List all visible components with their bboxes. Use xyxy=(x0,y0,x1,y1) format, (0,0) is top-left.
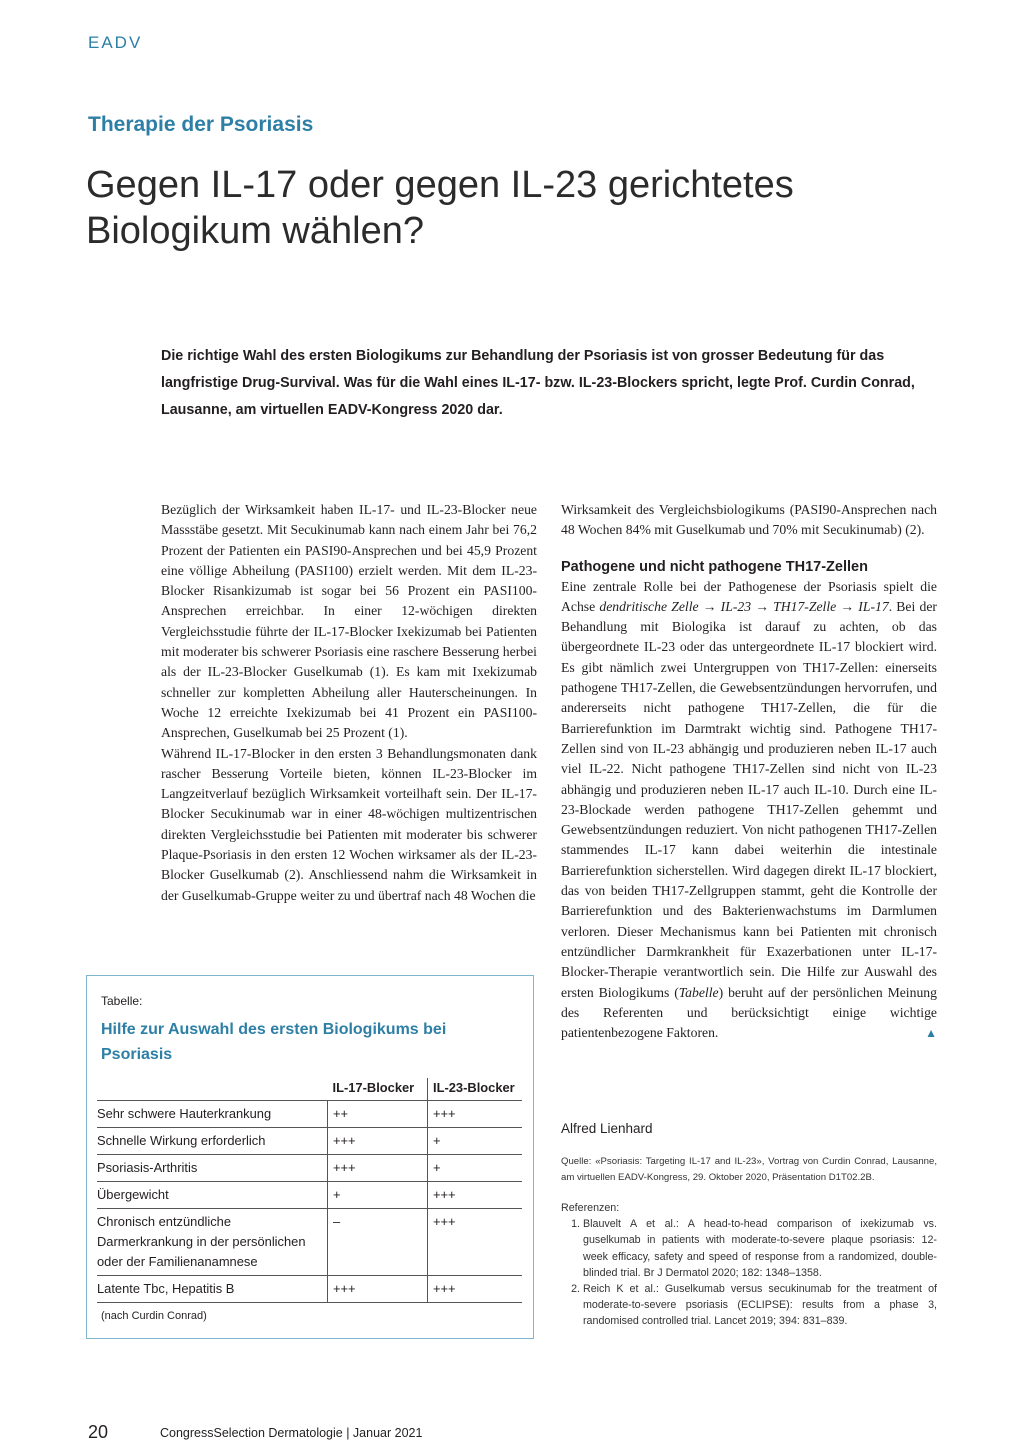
table-header-cell: IL-17-Blocker xyxy=(328,1078,428,1101)
section-subheading: Pathogene und nicht pathogene TH17-Zellen xyxy=(561,558,868,575)
author-name: Alfred Lienhard xyxy=(561,1121,653,1136)
table-title: Hilfe zur Auswahl des ersten Biologikums bei Psoriasis xyxy=(101,1021,447,1063)
criterion-cell: Schnelle Wirkung erforderlich xyxy=(97,1128,328,1155)
table-header-row xyxy=(97,1078,522,1101)
article-headline xyxy=(86,162,946,254)
table-row xyxy=(97,1276,522,1303)
table-row xyxy=(97,1101,522,1128)
table-label: Tabelle: xyxy=(101,994,143,1008)
references xyxy=(561,1200,937,1330)
body-paragraph: Während IL-17-Blocker in den ersten 3 Behandlungsmonaten dank rascher Besserung Vorteile bieten, können IL-23-Blocker im Langzeitverlauf bezüglich Wirksamkeit vorteilhaft sein. Der IL-17-Blocker Secukinumab war in einer 48-wöchigen multizentrischen direkten Vergleichsstudie bei Patienten mit moderater bis schwerer Plaque-Psoriasis in den ersten 12 Wochen wirksamer als der IL-23-Blocker Guselkumab (2). Anschliessend nahm die Wirksamkeit in der Guselkumab-Gruppe weiter zu und übertraf nach 48 Wochen die xyxy=(161,745,537,903)
il17-rating-cell: – xyxy=(328,1209,428,1276)
criterion-cell: Chronisch entzündliche Darmerkrankung in der persönlichen oder der Familienanamnese xyxy=(97,1209,328,1276)
source-note: Quelle: «Psoriasis: Targeting IL-17 and IL-23», Vortrag von Curdin Conrad, Lausanne, am virtuellen EADV-Kongress, 29. Oktober 2020, Präsentation D1T02.2B. xyxy=(561,1156,937,1183)
il17-rating-cell: + xyxy=(328,1182,428,1209)
criterion-cell: Übergewicht xyxy=(97,1182,328,1209)
end-mark-icon: ▲ xyxy=(925,1026,937,1041)
headline-line-1: Gegen IL-17 oder gegen IL-23 gerichtetes xyxy=(86,164,794,206)
table-reference: Tabelle xyxy=(678,984,719,1000)
article-kicker: Therapie der Psoriasis xyxy=(88,113,314,136)
publication-footer: CongressSelection Dermatologie | Januar 2021 xyxy=(160,1426,423,1440)
article-lead: Die richtige Wahl des ersten Biologikums zur Behandlung der Psoriasis ist von grosser Bedeutung für das langfristige Drug-Survival. Was für die Wahl eines IL-17- bzw. IL-23-Blockers spricht, legte Prof. Curdin Conrad, Lausanne, am virtuellen EADV-Kongress 2020 dar. xyxy=(161,348,915,418)
body-paragraph: Wirksamkeit des Vergleichsbiologikums (PASI90-Ansprechen nach 48 Wochen 84% mit Guselkumab und 70% mit Secukinumab) (2). xyxy=(561,502,937,538)
il23-rating-cell: +++ xyxy=(428,1276,523,1303)
table-row xyxy=(97,1209,522,1276)
table-note: (nach Curdin Conrad) xyxy=(101,1310,207,1322)
il23-rating-cell: +++ xyxy=(428,1101,523,1128)
il23-rating-cell: + xyxy=(428,1155,523,1182)
table-row xyxy=(97,1155,522,1182)
table-box xyxy=(86,975,534,1339)
table-header-cell: IL-23-Blocker xyxy=(428,1078,523,1101)
il23-rating-cell: + xyxy=(428,1128,523,1155)
references-label: Referenzen: xyxy=(561,1202,620,1214)
il17-rating-cell: ++ xyxy=(328,1101,428,1128)
il17-rating-cell: +++ xyxy=(328,1276,428,1303)
body-paragraph xyxy=(561,577,937,1044)
il17-rating-cell: +++ xyxy=(328,1128,428,1155)
body-column-2 xyxy=(561,500,937,1043)
pathway-axis-text: dendritische Zelle → IL-23 → TH17-Zelle → IL-17 xyxy=(599,598,889,614)
page-number: 20 xyxy=(88,1422,109,1442)
table-row xyxy=(97,1182,522,1209)
criterion-cell: Psoriasis-Arthritis xyxy=(97,1155,328,1182)
il23-rating-cell: +++ xyxy=(428,1209,523,1276)
body-text: . Bei der Behandlung mit Biologika ist darauf zu achten, ob das übergeordnete IL-23 oder das untergeordnete IL-17 blockiert wird. Es gibt nämlich zwei Untergruppen von TH17-Zellen: einerseits pathogene TH17-Zellen, die Gewebsentzündungen hervorrufen, und andererseits nicht pathogene TH17-Zellen, die für die Barrierefunktion im Darmtrakt wichtig sind. Pathogene TH17-Zellen sind von IL-23 abhängig und produzieren neben IL-17 auch viel IL-22. Nicht pathogene TH17-Zellen sind nicht von IL-23 abhängig und produzieren neben IL-17 auch IL-10. Durch eine IL-23-Blockade werden pathogene TH17-Zellen gehemmt und Gewebsentzündungen reduziert. Von nicht pathogenen TH17-Zellen stammendes IL-17 kann dabei weiterhin die intestinale Barrierefunktion sicherstellen. Wird dagegen direkt IL-17 blockiert, das von beiden TH17-Zellgruppen stammt, geht die Kontrolle der Barrierefunktion und des Bakterienwachstums im Darmlumen verloren. Dieser Mechanismus kann bei Patienten mit chronisch entzündlicher Darmkrankheit für Exazerbationen unter IL-17-Blocker-Therapie verantwortlich sein. Die Hilfe zur Auswahl des ersten Biologikums ( xyxy=(561,598,937,1000)
references-list xyxy=(561,1216,937,1329)
criterion-cell: Latente Tbc, Hepatitis B xyxy=(97,1276,328,1303)
recommendation-table xyxy=(97,1078,522,1303)
table-header-cell xyxy=(97,1078,328,1101)
body-text: Eine zentrale Rolle bei der Pathogenese der Psoriasis spielt die Achse xyxy=(561,578,937,614)
section-tag: EADV xyxy=(88,33,143,52)
criterion-cell: Sehr schwere Hauterkrankung xyxy=(97,1101,328,1128)
reference-item: 1. Blauvelt A et al.: A head-to-head comparison of ixekizumab vs. guselkumab in patients with moderate-to-severe plaque psoriasis: 12-week efficacy, safety and speed of response from a randomized, double-blinded trial. Br J Dermatol 2020; 182: 1348–1358. xyxy=(583,1216,937,1281)
reference-item: 2. Reich K et al.: Guselkumab versus secukinumab for the treatment of moderate-to-severe psoriasis (ECLIPSE): results from a phase 3, randomised controlled trial. Lancet 2019; 394: 831–839. xyxy=(583,1281,937,1330)
body-text: ) beruht auf der persönlichen Meinung des Referenten und berücksichtigt einige wichtige patientenbezogene Faktoren. xyxy=(561,984,937,1041)
headline-line-2: Biologikum wählen? xyxy=(86,210,424,252)
body-paragraph: Bezüglich der Wirksamkeit haben IL-17- und IL-23-Blocker neue Massstäbe gesetzt. Mit Secukinumab kann nach einem Jahr bei 76,2 Prozent der Patienten ein PASI90-Ansprechen und bei 45,9 Prozent eine völlige Abheilung (PASI100) erzielt werden. Mit dem IL-23-Blocker Risankizumab ist sogar bei 56 Prozent ein PASI100-Ansprechen erreichbar. In einer 12-wöchigen direkten Vergleichsstudie führte der IL-17-Blocker Ixekizumab bei Patienten mit moderater bis schwerer Psoriasis eine raschere Besserung herbei als der IL-23-Blocker Guselkumab (1). Es kam mit Ixekizumab schneller zur kompletten Abheilung aller Hauterscheinungen. In Woche 12 erreichte Ixekizumab bei 41 Prozent ein PASI100-Ansprechen, Guselkumab bei 25 Prozent (1). xyxy=(161,502,537,741)
body-column-1 xyxy=(161,500,537,906)
il17-rating-cell: +++ xyxy=(328,1155,428,1182)
table-row xyxy=(97,1128,522,1155)
il23-rating-cell: +++ xyxy=(428,1182,523,1209)
